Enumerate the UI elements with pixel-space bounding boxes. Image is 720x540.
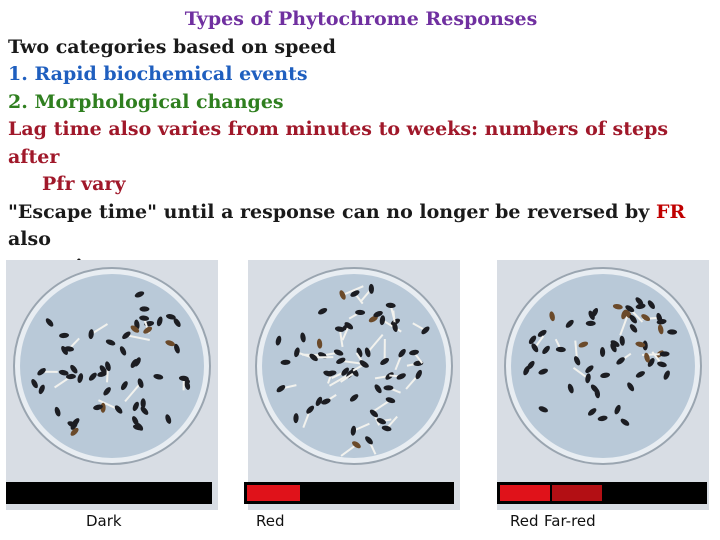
red-label-2: Red (510, 512, 539, 530)
morphological-item: 2. Morphological changes (8, 90, 284, 113)
far-red-light-segment (552, 485, 602, 501)
lag-time-line: Lag time also varies from minutes to weeks: numbers of steps after (8, 118, 669, 168)
dark-label: Dark (86, 512, 122, 530)
red-farred-treatment-bar (497, 482, 707, 504)
red-light-segment (500, 485, 550, 501)
far-red-term: FR (655, 200, 686, 223)
escape-time-text: "Escape time" until a response can no longer be reversed by (8, 200, 656, 223)
rapid-events-item: 1. Rapid biochemical events (8, 63, 308, 85)
slide-text (8, 6, 714, 281)
escape-time-line (8, 199, 714, 254)
lag-time-line-cont: Pfr vary (42, 173, 126, 195)
far-red-label: Far-red (544, 512, 596, 530)
red-petri-dish (248, 260, 460, 470)
red-label: Red (256, 512, 285, 530)
dark-dish-panel (6, 260, 218, 510)
red-dish-panel (248, 260, 460, 510)
red-farred-dish-panel (497, 260, 709, 510)
slide-title: Types of Phytochrome Responses (184, 8, 538, 30)
red-treatment-bar (244, 482, 454, 504)
dark-treatment-bar (6, 482, 212, 504)
dark-petri-dish (6, 260, 218, 470)
red-light-segment (247, 485, 300, 501)
categories-line: Two categories based on speed (8, 35, 336, 58)
red-farred-petri-dish (497, 260, 709, 470)
escape-time-also: also (8, 228, 51, 250)
